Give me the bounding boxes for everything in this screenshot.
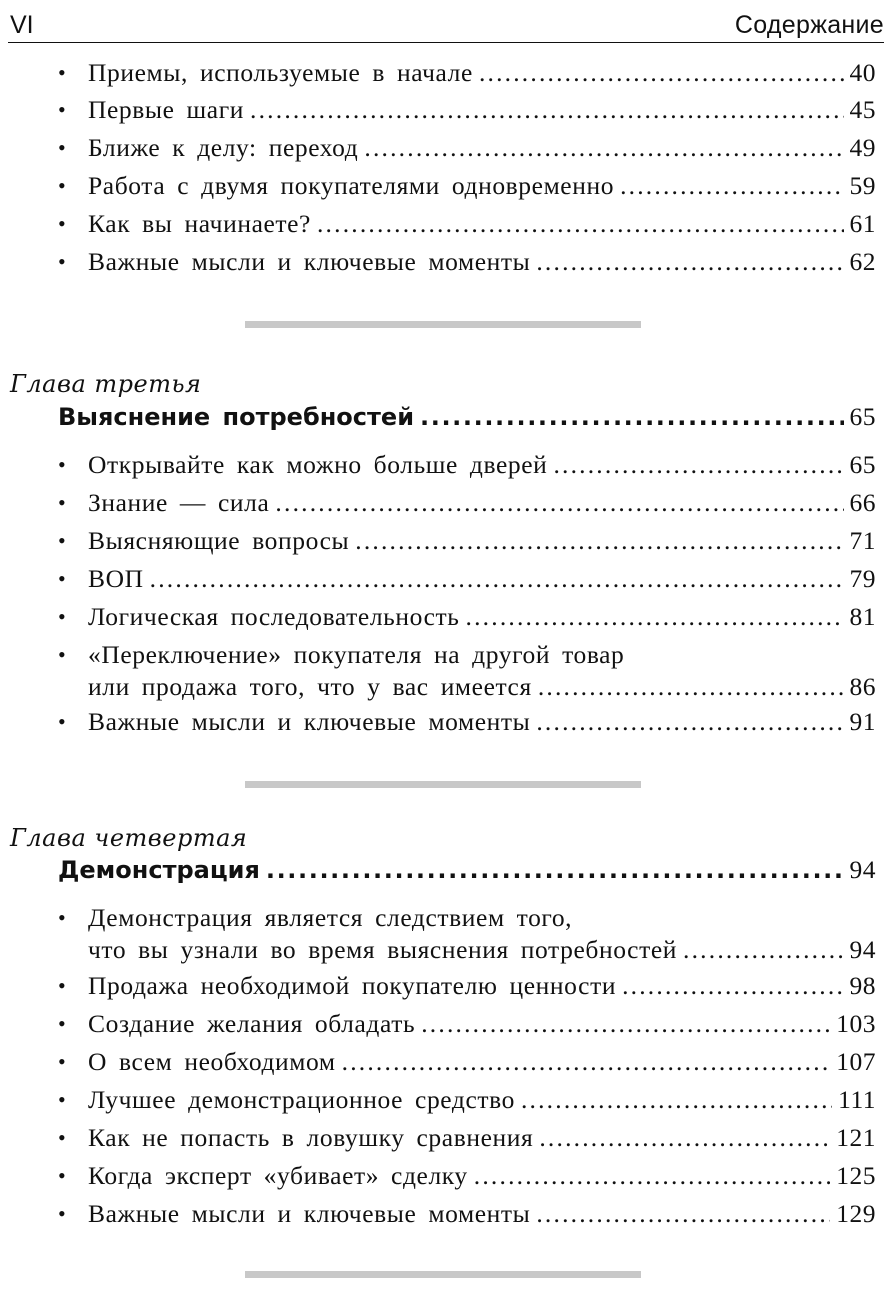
toc-entry-title: Ближе к делу: переход [88, 133, 359, 162]
toc-entry-title: ВОП [88, 564, 144, 593]
toc-entry-title: Продажа необходимой покупателю ценности [88, 971, 617, 1000]
toc-entry-page: 61 [849, 209, 876, 238]
leader-dots [536, 244, 843, 280]
leader-dots [466, 599, 844, 635]
toc-entry-title: Открывайте как можно больше дверей [88, 450, 548, 479]
toc-entry-page: 91 [849, 707, 876, 736]
toc-entry[interactable] [58, 637, 876, 705]
chapter-title-entry[interactable] [58, 852, 876, 888]
leader-dots [474, 1158, 830, 1194]
leader-dots [421, 1006, 830, 1042]
toc-entry-page: 125 [836, 1161, 876, 1190]
bullet-icon: • [58, 973, 67, 998]
toc-entry-page: 94 [849, 935, 876, 964]
toc-entry-title: Как не попасть в ловушку сравнения [88, 1123, 534, 1152]
toc-entry-page: 81 [849, 602, 876, 631]
chapter-page: 65 [849, 402, 876, 431]
leader-dots [250, 92, 843, 128]
leader-dots [355, 523, 843, 559]
toc-entry-page: 45 [849, 95, 876, 124]
toc-entry-title: Лучшее демонстрационное средство [88, 1085, 515, 1114]
toc-entry[interactable] [58, 1044, 876, 1080]
bullet-icon: • [58, 97, 67, 122]
toc-entry-page: 49 [849, 133, 876, 162]
toc-entry[interactable] [58, 168, 876, 204]
toc-entry[interactable] [58, 1006, 876, 1042]
toc-entry-page: 107 [836, 1047, 876, 1076]
toc-entry-title: Важные мысли и ключевые моменты [88, 1199, 531, 1228]
toc-entry-title: Когда эксперт «убивает» сделку [88, 1161, 468, 1190]
leader-dots [364, 130, 843, 166]
toc-entry[interactable] [58, 206, 876, 242]
toc-entry-title: Первые шаги [88, 95, 245, 124]
leader-dots [150, 561, 844, 597]
chapter-title: Выяснение потребностей [58, 403, 415, 431]
toc-entry[interactable] [58, 485, 876, 521]
bullet-icon: • [58, 905, 67, 930]
toc-entry[interactable] [58, 447, 876, 483]
bullet-icon: • [58, 528, 67, 553]
bullet-icon: • [58, 1163, 67, 1188]
bullet-icon: • [58, 1201, 67, 1226]
toc-entry[interactable] [58, 1120, 876, 1156]
leader-dots [420, 399, 843, 435]
toc-entry[interactable] [58, 968, 876, 1004]
toc-entry-page: 62 [849, 247, 876, 276]
toc-entry[interactable] [58, 1082, 876, 1118]
section-title: Содержание [734, 11, 884, 39]
leader-dots [553, 447, 843, 483]
bullet-icon: • [58, 1125, 67, 1150]
toc-entry-title: Логическая последовательность [88, 602, 460, 631]
chapter-page: 94 [849, 855, 876, 884]
toc-entry-page: 66 [849, 488, 876, 517]
leader-dots [342, 1044, 831, 1080]
toc-entry-page: 79 [849, 564, 876, 593]
leader-dots [275, 485, 843, 521]
toc-entry-title: Важные мысли и ключевые моменты [88, 247, 531, 276]
toc-entry-title: Знание — сила [88, 488, 270, 517]
toc-entry-page: 121 [836, 1123, 876, 1152]
chapter-title-entry[interactable] [58, 399, 876, 435]
chapter-label: Глава четвертая [10, 824, 248, 852]
toc-entry[interactable] [58, 1196, 876, 1232]
toc-entry-title: Важные мысли и ключевые моменты [88, 707, 531, 736]
bullet-icon: • [58, 1011, 67, 1036]
section-divider [245, 781, 641, 788]
chapter-title: Демонстрация [58, 856, 260, 884]
bullet-icon: • [58, 1087, 67, 1112]
toc-entry-page: 98 [849, 971, 876, 1000]
bullet-icon: • [58, 604, 67, 629]
toc-entry-title-line2: что вы узнали во время выяснения потребностей [88, 935, 678, 964]
toc-entry-title-line1: «Переключение» покупателя на другой товар [88, 640, 625, 669]
toc-entry-title: Создание желания обладать [88, 1009, 416, 1038]
toc-entry-page: 103 [836, 1009, 876, 1038]
leader-dots [536, 1196, 830, 1232]
toc-entry-title: Выясняющие вопросы [88, 526, 350, 555]
toc-entry-page: 71 [849, 526, 876, 555]
bullet-icon: • [58, 642, 67, 667]
toc-entry-title: Приемы, используемые в начале [88, 58, 473, 87]
section-divider [245, 1271, 641, 1278]
toc-entry[interactable] [58, 561, 876, 597]
toc-entry-page: 86 [849, 672, 876, 701]
chapter-label: Глава третья [10, 370, 202, 398]
leader-dots [622, 968, 843, 1004]
toc-entry[interactable] [58, 130, 876, 166]
toc-entry[interactable] [58, 704, 876, 740]
toc-entry-page: 129 [836, 1199, 876, 1228]
bullet-icon: • [58, 709, 67, 734]
bullet-icon: • [58, 490, 67, 515]
bullet-icon: • [58, 452, 67, 477]
bullet-icon: • [58, 60, 67, 85]
bullet-icon: • [58, 1049, 67, 1074]
toc-entry[interactable] [58, 599, 876, 635]
leader-dots [266, 852, 844, 888]
toc-entry-page: 111 [838, 1085, 876, 1114]
leader-dots [620, 168, 843, 204]
bullet-icon: • [58, 211, 67, 236]
bullet-icon: • [58, 249, 67, 274]
toc-entry-title-line2: или продажа того, что у вас имеется [88, 672, 532, 701]
toc-entry-page: 59 [849, 171, 876, 200]
leader-dots [521, 1082, 832, 1118]
toc-entry-title-line1: Демонстрация является следствием того, [88, 903, 573, 932]
leader-dots [539, 1120, 830, 1156]
toc-entry-page: 65 [849, 450, 876, 479]
toc-entry[interactable] [58, 55, 876, 91]
toc-entry[interactable] [58, 92, 876, 128]
bullet-icon: • [58, 135, 67, 160]
bullet-icon: • [58, 566, 67, 591]
page-number: VI [10, 11, 34, 39]
toc-entry-title: Как вы начинаете? [88, 209, 311, 238]
leader-dots [538, 669, 844, 705]
section-divider [245, 321, 641, 328]
leader-dots [479, 55, 844, 91]
toc-entry[interactable] [58, 523, 876, 559]
toc-entry[interactable] [58, 1158, 876, 1194]
toc-entry[interactable] [58, 900, 876, 968]
leader-dots [317, 206, 844, 242]
toc-entry-title: О всем необходимом [88, 1047, 336, 1076]
bullet-icon: • [58, 173, 67, 198]
leader-dots [536, 704, 843, 740]
toc-entry[interactable] [58, 244, 876, 280]
toc-entry-title: Работа с двумя покупателями одновременно [88, 171, 615, 200]
running-header [8, 4, 884, 43]
toc-entry-page: 40 [849, 58, 876, 87]
leader-dots [683, 932, 843, 968]
